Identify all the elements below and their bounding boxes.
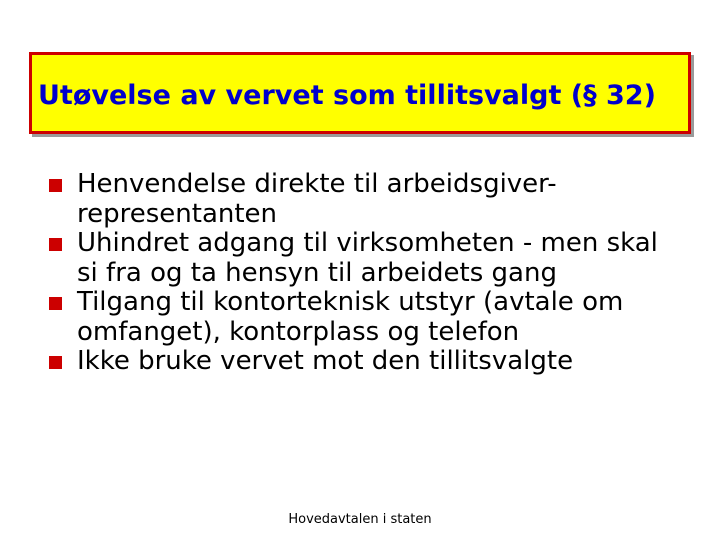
square-bullet-icon — [49, 179, 62, 192]
square-bullet-icon — [49, 238, 62, 251]
bullet-text: Ikke bruke vervet mot den tillitsvalgte — [77, 346, 574, 376]
title-box — [29, 52, 691, 134]
bullet-text: Tilgang til kontorteknisk utstyr (avtale om omfanget), kontorplass og telefon — [77, 287, 624, 347]
bullet-item — [47, 347, 667, 377]
bullet-item — [47, 229, 667, 288]
bullet-list — [47, 170, 667, 377]
bullet-item — [47, 288, 667, 347]
bullet-text: Uhindret adgang til virksomheten - men skal si fra og ta hensyn til arbeidets gang — [77, 228, 658, 288]
slide-title: Utøvelse av vervet som tillitsvalgt (§ 32) — [38, 80, 656, 111]
bullet-item — [47, 170, 667, 229]
square-bullet-icon — [49, 356, 62, 369]
slide-footer: Hovedavtalen i staten — [288, 512, 432, 527]
bullet-text: Henvendelse direkte til arbeidsgiver-representanten — [77, 169, 557, 229]
square-bullet-icon — [49, 297, 62, 310]
